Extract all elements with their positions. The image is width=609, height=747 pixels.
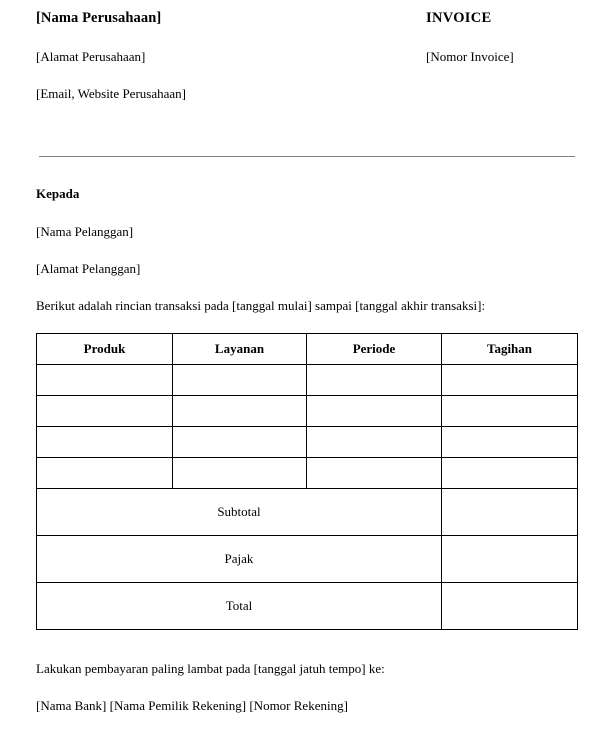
summary-label-subtotal: Subtotal [37,489,442,536]
table-row [37,396,578,427]
transaction-intro-text: Berikut adalah rincian transaksi pada [tanggal mulai] sampai [tanggal akhir transaksi]: [36,298,486,313]
summary-row-total [37,583,578,630]
cell-periode[interactable] [307,396,442,427]
recipient-label: Kepada [36,186,80,201]
table-row [37,458,578,489]
table-header-row [37,334,578,365]
cell-tagihan[interactable] [442,427,578,458]
invoice-number: [Nomor Invoice] [426,49,514,64]
company-name: [Nama Perusahaan] [36,10,162,26]
cell-layanan[interactable] [173,427,307,458]
cell-produk[interactable] [37,427,173,458]
cell-periode[interactable] [307,365,442,396]
cell-layanan[interactable] [173,396,307,427]
document-header [36,10,577,120]
column-header-tagihan: Tagihan [442,334,578,365]
summary-amount-total[interactable] [442,583,578,630]
column-header-produk: Produk [37,334,173,365]
invoice-line-items-table [36,333,578,630]
column-header-periode: Periode [307,334,442,365]
summary-amount-subtotal[interactable] [442,489,578,536]
cell-periode[interactable] [307,458,442,489]
invoice-title: INVOICE [426,10,492,26]
summary-row-pajak [37,536,578,583]
cell-produk[interactable] [37,365,173,396]
summary-label-total: Total [37,583,442,630]
table-row [37,427,578,458]
table-row [37,365,578,396]
cell-produk[interactable] [37,458,173,489]
cell-tagihan[interactable] [442,458,578,489]
company-contact: [Email, Website Perusahaan] [36,86,186,101]
table-header [37,334,578,365]
table-body [37,365,578,630]
customer-name: [Nama Pelanggan] [36,224,134,239]
company-address: [Alamat Perusahaan] [36,49,146,64]
cell-layanan[interactable] [173,458,307,489]
cell-produk[interactable] [37,396,173,427]
cell-tagihan[interactable] [442,396,578,427]
header-divider-rule [39,156,575,157]
cell-tagihan[interactable] [442,365,578,396]
payment-instruction-text: Lakukan pembayaran paling lambat pada [tanggal jatuh tempo] ke: [36,661,385,676]
summary-amount-pajak[interactable] [442,536,578,583]
cell-layanan[interactable] [173,365,307,396]
customer-address: [Alamat Pelanggan] [36,261,141,276]
bank-details-text: [Nama Bank] [Nama Pemilik Rekening] [Nomor Rekening] [36,698,348,713]
summary-label-pajak: Pajak [37,536,442,583]
column-header-layanan: Layanan [173,334,307,365]
summary-row-subtotal [37,489,578,536]
cell-periode[interactable] [307,427,442,458]
